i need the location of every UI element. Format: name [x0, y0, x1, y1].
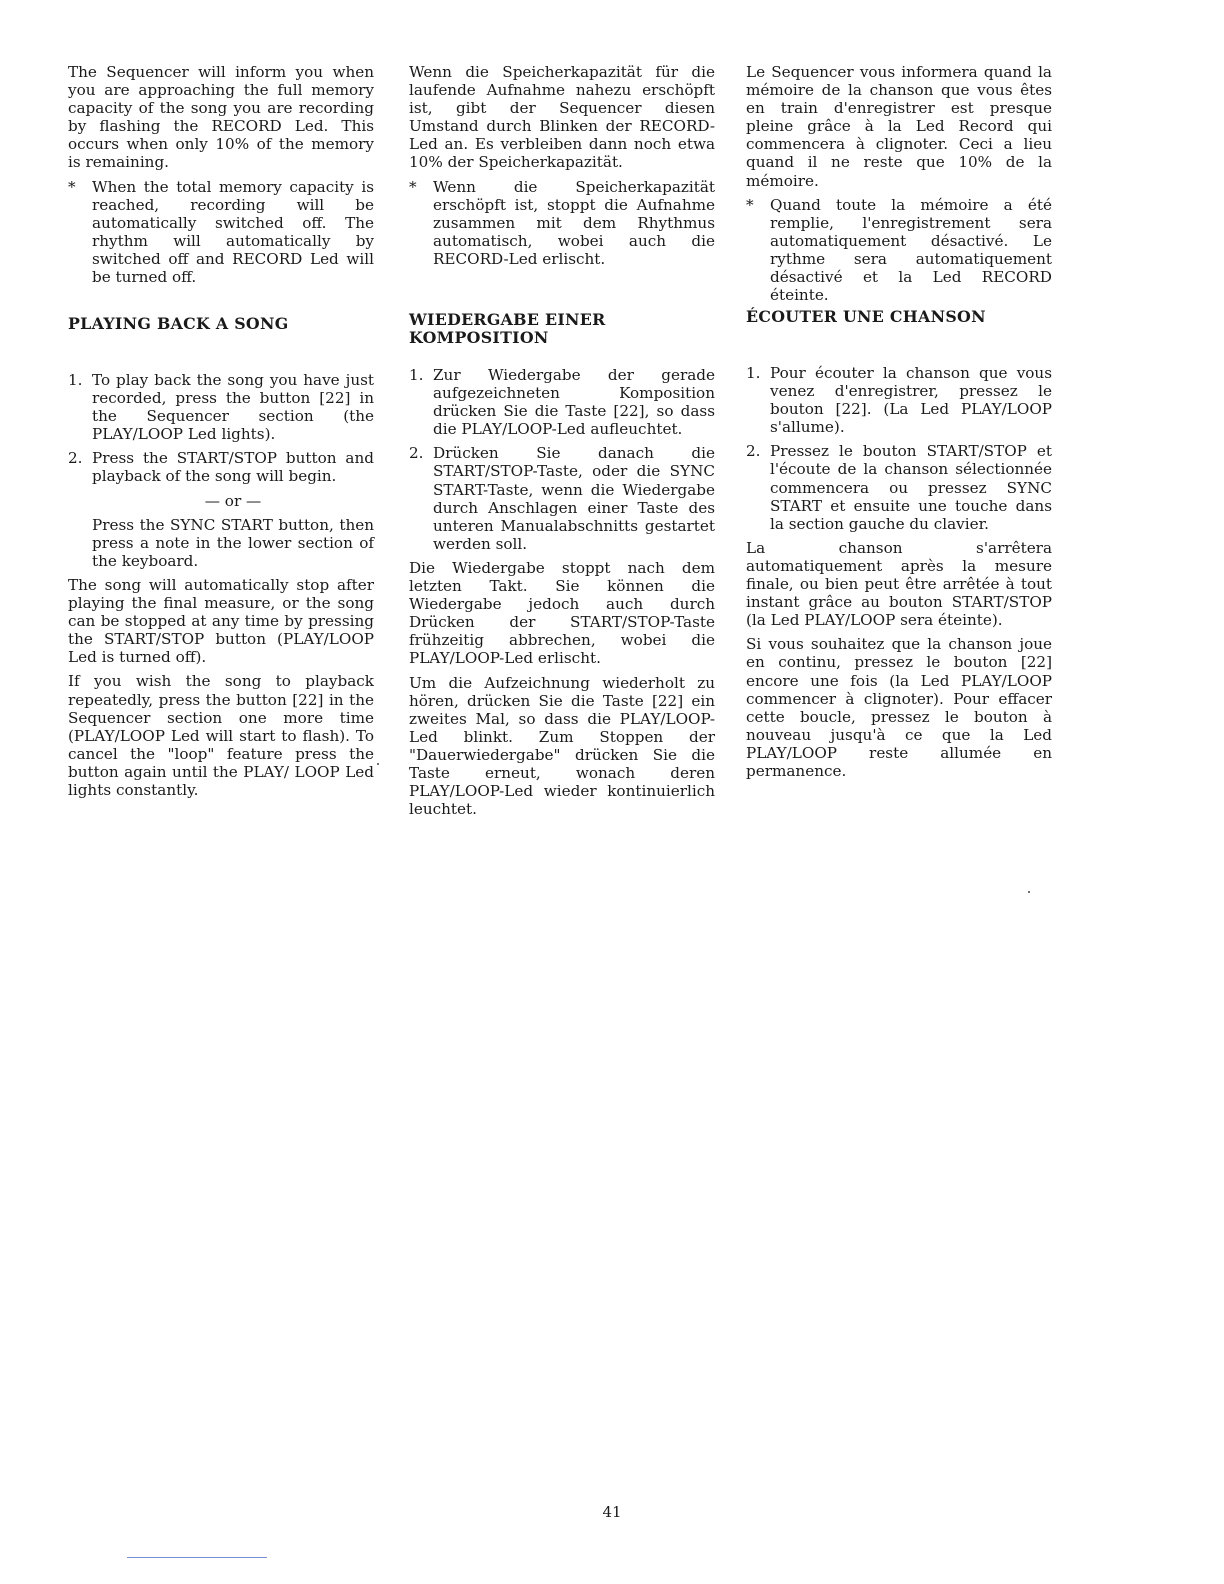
english-intro-block [68, 63, 374, 286]
page-number: 41 [602, 1503, 622, 1521]
french-note-text: Quand toute la mémoire a été remplie, l'enregistrement sera automatiquement désactivé. Le rythme sera automatiquement désactivé et la Led RECORD éteinte. [770, 195, 1052, 305]
german-instructions [409, 366, 715, 824]
scan-speck [1028, 891, 1030, 893]
english-intro-text: The Sequencer will inform you when you are approaching the full memory capacity of the song you are recording by flashing the RECORD Led. This occurs when only 10% of the memory is remaining. [68, 63, 374, 172]
french-step-2 [746, 442, 1052, 532]
german-heading-line-2: KOMPOSITION [409, 328, 549, 347]
french-intro-text: Le Sequencer vous informera quand la mémoire de la chanson que vous êtes en train d'enregistrer est presque pleine grâce à la Led Record qui commencera à clignoter. Ceci a lieu quand il ne reste que 10% de la mémoire. [746, 63, 1052, 190]
german-note-text: Wenn die Speicherkapazität erschöpft ist, stoppt die Aufnahme zusammen mit dem Rhythmus automatisch, wobei auch die RECORD-Led erlischt. [433, 177, 715, 268]
french-paragraph-stop: La chanson s'arrêtera automatiquement après la mesure finale, ou bien peut être arrêtée à tout instant grâce au bouton START/STOP (la Led PLAY/LOOP sera éteinte). [746, 538, 1052, 630]
step-number: 1. [68, 371, 83, 389]
french-intro-block [746, 63, 1052, 304]
bullet-marker: * [746, 195, 754, 214]
footer-rule [127, 1557, 267, 1558]
german-heading-line-1: WIEDERGABE EINER [409, 310, 606, 329]
english-paragraph-loop: If you wish the song to playback repeatedly, press the button [22] in the Sequencer section one more time (PLAY/LOOP Led will start to flash). To cancel the "loop" feature press the button again until the PLAY/ LOOP Led lights constantly. [68, 672, 374, 799]
french-instructions [746, 364, 1052, 786]
french-heading: ÉCOUTER UNE CHANSON [746, 307, 986, 326]
german-step-2 [409, 444, 715, 553]
step-text: Pressez le bouton START/STOP et l'écoute de la chanson sélectionnée commencera ou pressez SYNC START et ensuite une touche dans la section gauche du clavier. [770, 442, 1052, 533]
step-number: 1. [746, 364, 761, 382]
german-step-1 [409, 366, 715, 438]
english-heading: PLAYING BACK A SONG [68, 314, 289, 333]
german-paragraph-loop: Um die Aufzeichnung wiederholt zu hören, drücken Sie die Taste [22] ein zweites Mal, so dass die PLAY/LOOP-Led blinkt. Zum Stoppen der "Dauerwiedergabe" drücken Sie die Taste erneut, wonach deren PLAY/LOOP-Led wieder kontinuierlich leuchtet. [409, 673, 715, 819]
step-number: 2. [746, 442, 761, 461]
step-text: To play back the song you have just recorded, press the button [22] in the Sequencer section (the PLAY/LOOP Led lights). [92, 371, 374, 444]
english-alt-step: Press the SYNC START button, then press a note in the lower section of the keyboard. [92, 515, 374, 570]
english-instructions [68, 371, 374, 805]
step-text: Pour écouter la chanson que vous venez d'enregistrer, pressez le bouton [22]. (La Led PLAY/LOOP s'allume). [770, 364, 1052, 437]
step-number: 2. [409, 444, 424, 463]
german-intro-text: Wenn die Speicherkapazität für die laufende Aufnahme nahezu erschöpft ist, gibt der Sequencer diesen Umstand durch Blinken der RECORD-Led an. Es verbleiben dann noch etwa 10% der Speicherkapazität. [409, 63, 715, 172]
bullet-marker: * [68, 177, 76, 196]
bullet-marker: * [409, 177, 417, 196]
english-paragraph-stop: The song will automatically stop after playing the final measure, or the song can be stopped at any time by pressing the START/STOP button (PLAY/LOOP Led is turned off). [68, 575, 374, 667]
german-paragraph-stop: Die Wiedergabe stoppt nach dem letzten Takt. Sie können die Wiedergabe jedoch auch durch Drücken der START/STOP-Taste frühzeitig abbrechen, wobei die PLAY/LOOP-Led erlischt. [409, 558, 715, 668]
german-heading [409, 311, 715, 347]
german-note [409, 178, 715, 268]
step-number: 1. [409, 366, 424, 384]
or-separator: — or — [204, 491, 262, 510]
english-note [68, 178, 374, 287]
french-step-1 [746, 364, 1052, 436]
step-text: Drücken Sie danach die START/STOP-Taste, oder die SYNC START-Taste, wenn die Wiedergabe durch Anschlagen einer Taste des unteren Manualabschnitts gestartet werden soll. [433, 444, 715, 553]
english-note-text: When the total memory capacity is reached, recording will be automatically switched off. The rhythm will automatically by switched off and RECORD Led will be turned off. [92, 177, 374, 287]
english-step-1 [68, 371, 374, 443]
german-intro-block [409, 63, 715, 268]
scan-speck [377, 763, 379, 765]
step-text: Press the START/STOP button and playback of the song will begin. [92, 449, 374, 486]
french-note [746, 196, 1052, 305]
step-text: Zur Wiedergabe der gerade aufgezeichneten Komposition drücken Sie die Taste [22], so dass die PLAY/LOOP-Led aufleuchtet. [433, 366, 715, 439]
step-number: 2. [68, 449, 83, 468]
english-step-2 [68, 449, 374, 485]
french-paragraph-loop: Si vous souhaitez que la chanson joue en continu, pressez le bouton [22] encore une fois (la Led PLAY/LOOP commencer à clignoter). Pour effacer cette boucle, pressez le bouton à nouveau jusqu'à ce que la Led PLAY/LOOP reste allumée en permanence. [746, 635, 1052, 780]
